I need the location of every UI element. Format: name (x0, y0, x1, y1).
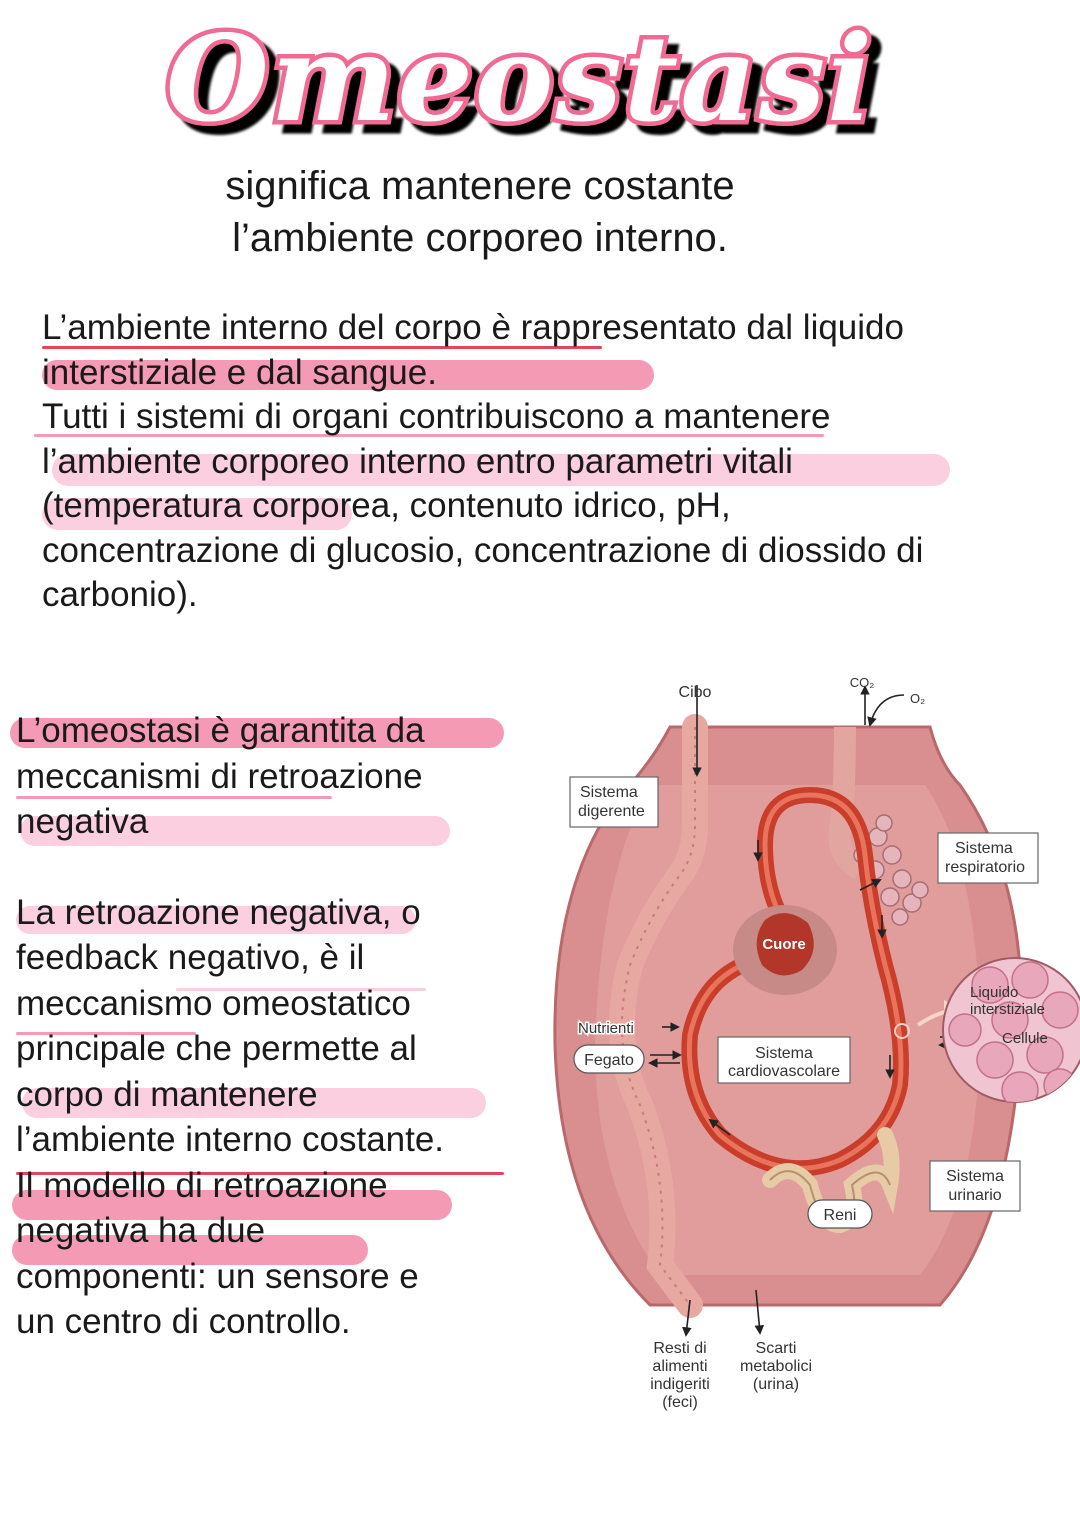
text-line: meccanismo omeostatico (16, 983, 411, 1023)
svg-text:Sistema: Sistema (580, 784, 638, 801)
label-reni (808, 1200, 872, 1228)
label-scarti (740, 1340, 812, 1393)
intro-paragraph (42, 306, 1052, 618)
label-resti (650, 1340, 710, 1411)
svg-text:cardiovascolare: cardiovascolare (727, 1063, 841, 1080)
para-line: l’ambiente corporeo interno entro parametri vitali (42, 441, 793, 481)
para-line: concentrazione di glucosio, concentrazione di diossido di (42, 530, 924, 570)
box-sistema-respiratorio (938, 833, 1038, 883)
para-line: (temperatura corporea, contenuto idrico, pH, (42, 486, 731, 525)
label-cellule: Cellule (1002, 1030, 1048, 1047)
feedback-text (16, 708, 516, 1345)
para-line: L’ambiente interno del corpo è rappresentato dal liquido (42, 308, 904, 347)
label-co2: CO₂ (849, 675, 875, 690)
svg-text:urinario: urinario (948, 1187, 1002, 1204)
svg-text:(feci): (feci) (662, 1394, 698, 1411)
svg-text:alimenti: alimenti (652, 1358, 708, 1375)
para-line: Tutti i sistemi di organi contribuiscono a mantenere (42, 397, 831, 436)
text-line: negativa ha due (16, 1211, 266, 1250)
svg-text:Scarti: Scarti (755, 1340, 797, 1357)
svg-text:Fegato: Fegato (584, 1052, 634, 1069)
text-line: La retroazione negativa, o (16, 892, 421, 932)
label-fegato (574, 1045, 644, 1073)
svg-text:Resti di: Resti di (653, 1340, 707, 1357)
svg-text:Reni: Reni (823, 1207, 857, 1224)
text-line: meccanismi di retroazione (16, 756, 423, 796)
text-line: corpo di mantenere (16, 1074, 318, 1114)
box-sistema-digerente (570, 777, 658, 827)
box-sistema-urinario (930, 1161, 1020, 1211)
text-line: un centro di controllo. (16, 1302, 351, 1341)
text-line: negativa (16, 802, 149, 841)
text-line: l’ambiente interno costante. (16, 1120, 445, 1159)
svg-text:(urina): (urina) (752, 1376, 800, 1393)
svg-text:metabolici: metabolici (739, 1358, 813, 1375)
homeostasis-diagram (540, 665, 1080, 1425)
label-interstiziale: interstiziale (970, 1001, 1046, 1018)
text-line: componenti: un sensore e (16, 1256, 419, 1296)
page-title (130, 8, 910, 158)
svg-text:Sistema: Sistema (946, 1168, 1004, 1185)
subtitle: significa mantenere costante l’ambiente corporeo interno. (225, 164, 735, 260)
label-cibo: Cibo (678, 684, 712, 701)
text-line: L’omeostasi è garantita da (16, 711, 425, 750)
svg-text:digerente: digerente (578, 803, 645, 820)
text-line: feedback negativo, è il (16, 938, 365, 977)
label-nutrienti: Nutrienti (578, 1020, 634, 1037)
title-text: Omeostasi (165, 9, 875, 148)
label-o2: O₂ (910, 691, 926, 706)
svg-text:indigeriti: indigeriti (650, 1376, 710, 1393)
label-liquido: Liquido (970, 984, 1019, 1001)
svg-text:respiratorio: respiratorio (945, 859, 1026, 876)
box-sistema-cardiovascolare (718, 1037, 850, 1083)
text-line: Il modello di retroazione (16, 1165, 388, 1205)
svg-text:Sistema: Sistema (955, 840, 1013, 857)
text-line: principale che permette al (16, 1029, 417, 1068)
para-line: interstiziale e dal sangue. (42, 352, 437, 392)
svg-text:Sistema: Sistema (755, 1045, 813, 1062)
para-line: carbonio). (42, 575, 198, 614)
label-cuore: Cuore (762, 936, 806, 953)
